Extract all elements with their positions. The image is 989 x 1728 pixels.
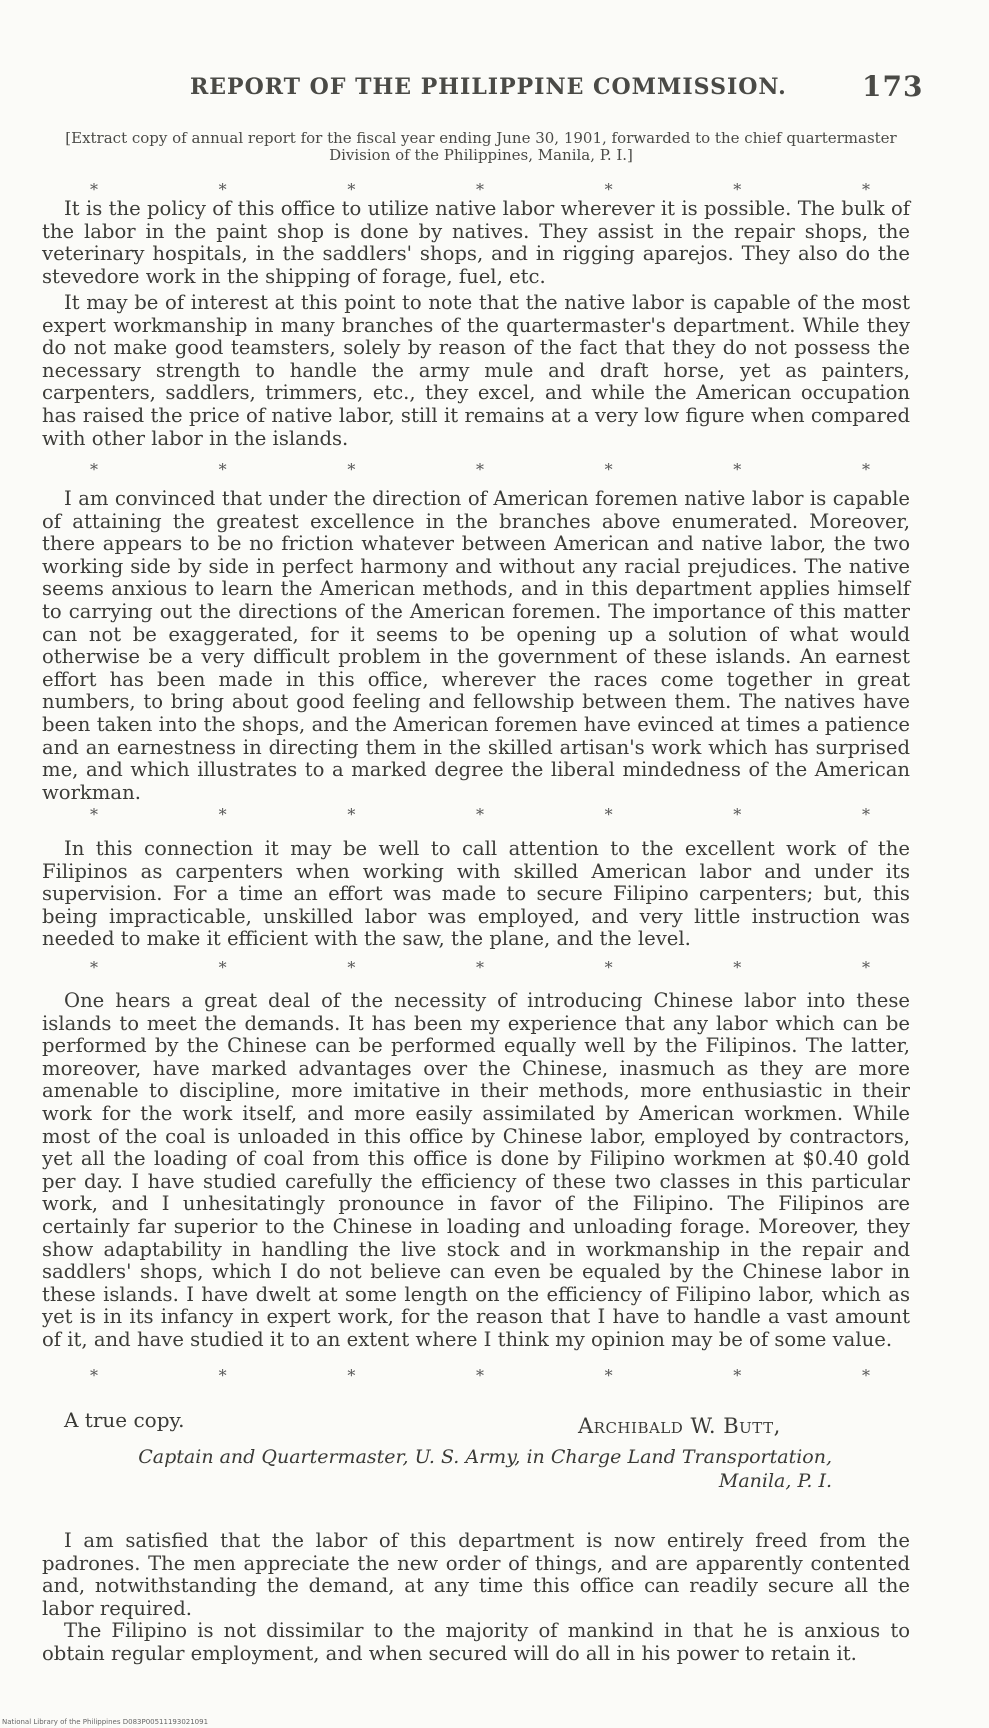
separator-star: * (347, 180, 356, 199)
separator-star: * (861, 1366, 870, 1385)
paragraph: The Filipino is not dissimilar to the majority of mankind in that he is anxious to obtain regular employment, and when secured will do all in his power to retain it. (42, 1619, 910, 1665)
paragraph: It may be of interest at this point to note that the native labor is capable of the most expert workmanship in many branches of the quartermaster's department. While they do not make good teamsters, solely by reason of the fact that they do not possess the necessary strength to handle the army mule and draft horse, yet as painters, carpenters, saddlers, trimmers, etc., they excel, and while the American occupation has raised the price of native labor, still it remains at a very low figure when compared with other labor in the islands. (42, 291, 910, 450)
separator-star: * (861, 805, 870, 824)
separator-star: * (475, 180, 484, 199)
separator-star: * (475, 1366, 484, 1385)
paragraph: It is the policy of this office to utilize native labor wherever it is possible. The bulk of the labor in the paint shop is done by natives. They assist in the repair shops, the veterinary hospitals, in the saddlers' shops, and in rigging aparejos. They also do the stevedore work in the shipping of forage, fuel, etc. (42, 197, 910, 288)
paragraph: In this connection it may be well to call attention to the excellent work of the Filipinos as carpenters when working with skilled American labor and under its supervision. For a time an effort was made to secure Filipino carpenters; but, this being impracticable, unskilled labor was employed, and very little instruction was needed to make it efficient with the saw, the plane, and the level. (42, 837, 910, 951)
separator-star: * (218, 180, 227, 199)
separator-star: * (218, 958, 227, 977)
page-number: 173 (862, 70, 924, 103)
library-footer-note: National Library of the Philippines D083P00511193021091 (2, 1718, 209, 1726)
paragraph: One hears a great deal of the necessity of introducing Chinese labor into these islands to meet the demands. It has been my experience that any labor which can be performed by the Chinese can be performed equally well by the Filipinos. The latter, moreover, have marked advantages over the Chinese, inasmuch as they are more amenable to discipline, more imitative in their methods, more enthusiastic in their work for the work itself, and more easily assimilated by American workmen. While most of the coal is unloaded in this office by Chinese labor, employed by contractors, yet all the loading of coal from this office is done by Filipino workmen at $0.40 gold per day. I have studied carefully the efficiency of these two classes in this particular work, and I unhesitatingly pronounce in favor of the Filipino. The Filipinos are certainly far superior to the Chinese in loading and unloading forage. Moreover, they show adaptability in handling the live stock and in workmanship in the repair and saddlers' shops, which I do not believe can even be equaled by the Chinese labor in these islands. I have dwelt at some length on the efficiency of Filipino labor, which as yet is in its infancy in expert work, for the reason that I have to handle a vast amount of it, and have studied it to an extent where I think my opinion may be of some value. (42, 989, 910, 1351)
separator-star: * (90, 1366, 98, 1385)
separator-star: * (604, 1366, 613, 1385)
separator-star: * (90, 180, 98, 199)
signatory-title: Captain and Quartermaster, U. S. Army, in Charge Land Transportation, (138, 1446, 832, 1468)
section-separator (90, 958, 870, 976)
separator-star: * (218, 460, 227, 479)
separator-star: * (604, 805, 613, 824)
separator-star: * (861, 958, 870, 977)
separator-star: * (218, 805, 227, 824)
section-separator (90, 805, 870, 823)
paragraph: I am satisfied that the labor of this department is now entirely freed from the padrones. The men appreciate the new order of things, and are apparently contented and, notwithstanding the demand, at any time this office can readily secure all the labor required. (42, 1529, 910, 1620)
separator-star: * (733, 460, 742, 479)
separator-star: * (347, 460, 356, 479)
section-separator (90, 180, 870, 198)
paragraph: I am convinced that under the direction of American foremen native labor is capable of attaining the greatest excellence in the branches above enumerated. Moreover, there appears to be no friction whatever between American and native labor, the two working side by side in perfect harmony and without any racial prejudices. The native seems anxious to learn the American methods, and in this department applies himself to carrying out the directions of the American foremen. The importance of this matter can not be exaggerated, for it seems to be opening up a solution of what would otherwise be a very difficult problem in the government of these islands. An earnest effort has been made in this office, wherever the races come together in great numbers, to bring about good feeling and fellowship between them. The natives have been taken into the shops, and the American foremen have evinced at times a patience and an earnestness in directing them in the skilled artisan's work which has surprised me, and which illustrates to a marked degree the liberal mindedness of the American workman. (42, 487, 910, 804)
separator-star: * (604, 958, 613, 977)
separator-star: * (475, 460, 484, 479)
separator-star: * (90, 805, 98, 824)
section-separator (90, 1366, 870, 1384)
extract-note: [Extract copy of annual report for the fiscal year ending June 30, 1901, forwarded to the chief quartermaster Division of the Philippines, Manila, P. I.] (65, 129, 897, 164)
separator-star: * (347, 1366, 356, 1385)
separator-star: * (90, 958, 98, 977)
separator-star: * (218, 1366, 227, 1385)
separator-star: * (347, 805, 356, 824)
separator-star: * (861, 180, 870, 199)
separator-star: * (733, 1366, 742, 1385)
separator-star: * (604, 180, 613, 199)
separator-star: * (861, 460, 870, 479)
separator-star: * (475, 805, 484, 824)
running-head-title: REPORT OF THE PHILIPPINE COMMISSION. (190, 74, 787, 100)
true-copy-label: A true copy. (64, 1408, 185, 1432)
separator-star: * (733, 958, 742, 977)
separator-star: * (733, 180, 742, 199)
signatory-place: Manila, P. I. (718, 1470, 832, 1492)
signatory-name: Archibald W. Butt, (578, 1414, 781, 1438)
separator-star: * (90, 460, 98, 479)
separator-star: * (733, 805, 742, 824)
page-header (190, 70, 924, 103)
separator-star: * (604, 460, 613, 479)
separator-star: * (475, 958, 484, 977)
separator-star: * (347, 958, 356, 977)
section-separator (90, 460, 870, 478)
